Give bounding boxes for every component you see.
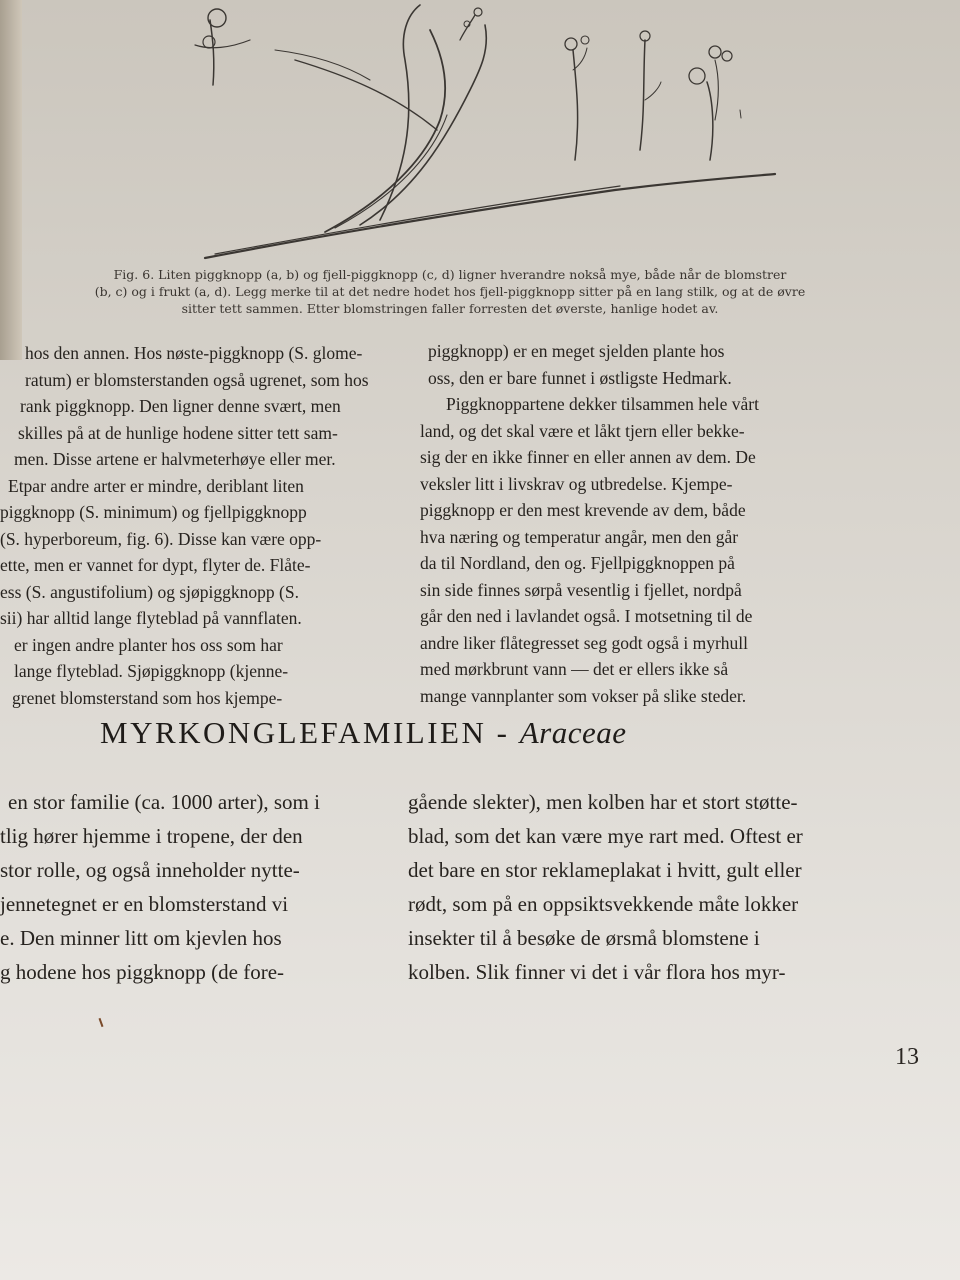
lower-left-column: [0, 785, 385, 989]
page-number: 13: [895, 1044, 919, 1070]
text-line: sig der en ikke finner en eller annen av dem. De: [420, 447, 756, 467]
text-line: g hodene hos piggknopp (de fore-: [0, 960, 285, 984]
text-line: e. Den minner litt om kjevlen hos: [0, 926, 282, 950]
text-line: oss, den er bare funnet i østligste Hedmark.: [428, 367, 732, 388]
text-line: piggknopp (S. minimum) og fjellpiggknopp: [0, 502, 307, 522]
text-line: Piggknoppartene dekker tilsammen hele vårt: [446, 394, 759, 414]
text-line: ette, men er vannet for dypt, flyter de. Flåte-: [0, 555, 311, 575]
book-spine: [0, 0, 22, 360]
lower-right-column: [408, 785, 908, 989]
text-line: (S. hyperboreum, fig. 6). Disse kan være opp-: [0, 528, 322, 549]
figure-caption: [40, 266, 860, 317]
text-line: Etpar andre arter er mindre, deriblant liten: [8, 475, 304, 496]
paper-speck: [99, 1018, 104, 1027]
heading-dash: -: [486, 715, 520, 750]
text-line: skilles på at de hunlige hodene sitter tett sam-: [18, 422, 338, 443]
upper-right-column: [420, 338, 865, 709]
text-line: sii) har alltid lange flyteblad på vannflaten.: [0, 608, 302, 628]
text-line: mange vannplanter som vokser på slike steder.: [420, 685, 747, 706]
text-line: går den ned i lavlandet også. I motsetning til de: [420, 606, 753, 626]
text-line: kolben. Slik finner vi det i vår flora hos myr-: [408, 960, 786, 984]
text-line: stor rolle, og også inneholder nytte-: [0, 858, 300, 882]
text-line: jennetegnet er en blomsterstand vi: [0, 892, 289, 916]
text-line: andre liker flåtegresset seg godt også i myrhull: [420, 632, 749, 653]
caption-line: Fig. 6. Liten piggknopp (a, b) og fjell-piggknopp (c, d) ligner hverandre nokså mye, både når de blomstrer: [113, 267, 787, 282]
text-line: rødt, som på en oppsiktsvekkende måte lokker: [408, 892, 799, 916]
text-line: gående slekter), men kolben har et stort støtte-: [408, 790, 798, 814]
caption-line: sitter tett sammen. Etter blomstringen faller forresten det øverste, hanlige hodet av.: [181, 301, 719, 316]
text-line: med mørkbrunt vann — det er ellers ikke så: [420, 659, 729, 679]
text-line: er ingen andre planter hos oss som har: [14, 634, 283, 655]
text-line: land, og det skal være et låkt tjern eller bekke-: [420, 420, 745, 441]
text-line: en stor familie (ca. 1000 arter), som i: [8, 790, 320, 814]
plant-illustration: [175, 0, 795, 265]
text-line: veksler litt i livskrav og utbredelse. Kjempe-: [420, 473, 733, 494]
text-line: ratum) er blomsterstanden også ugrenet, som hos: [25, 369, 369, 390]
upper-left-column: [0, 340, 410, 711]
text-line: det bare en stor reklameplakat i hvitt, gult eller: [408, 858, 802, 882]
heading-title: MYRKONGLEFAMILIEN: [100, 715, 487, 750]
section-heading: [100, 715, 860, 751]
text-line: sin side finnes sørpå vesentlig i fjellet, nordpå: [420, 579, 742, 600]
text-line: piggknopp) er en meget sjelden plante hos: [428, 341, 725, 361]
text-line: hos den annen. Hos nøste-piggknopp (S. glome-: [25, 343, 363, 363]
text-line: lange flyteblad. Sjøpiggknopp (kjenne-: [14, 661, 289, 681]
text-line: grenet blomsterstand som hos kjempe-: [12, 687, 283, 708]
text-line: tlig hører hjemme i tropene, der den: [0, 824, 303, 848]
text-line: insekter til å besøke de ørsmå blomstene i: [408, 926, 760, 950]
text-line: rank piggknopp. Den ligner denne svært, men: [20, 396, 341, 416]
text-line: da til Nordland, den og. Fjellpiggknoppen på: [420, 553, 735, 573]
caption-line: (b, c) og i frukt (a, d). Legg merke til at det nedre hodet hos fjell-piggknopp sitter på en lang stilk, og at de øvre: [94, 284, 806, 299]
heading-latin-name: Araceae: [519, 715, 627, 750]
text-line: hva næring og temperatur angår, men den går: [420, 526, 739, 547]
text-line: ess (S. angustifolium) og sjøpiggknopp (S.: [0, 581, 299, 602]
text-line: men. Disse artene er halvmeterhøye eller mer.: [14, 449, 336, 469]
text-line: piggknopp er den mest krevende av dem, både: [420, 500, 746, 520]
text-line: blad, som det kan være mye rart med. Oftest er: [408, 824, 803, 848]
